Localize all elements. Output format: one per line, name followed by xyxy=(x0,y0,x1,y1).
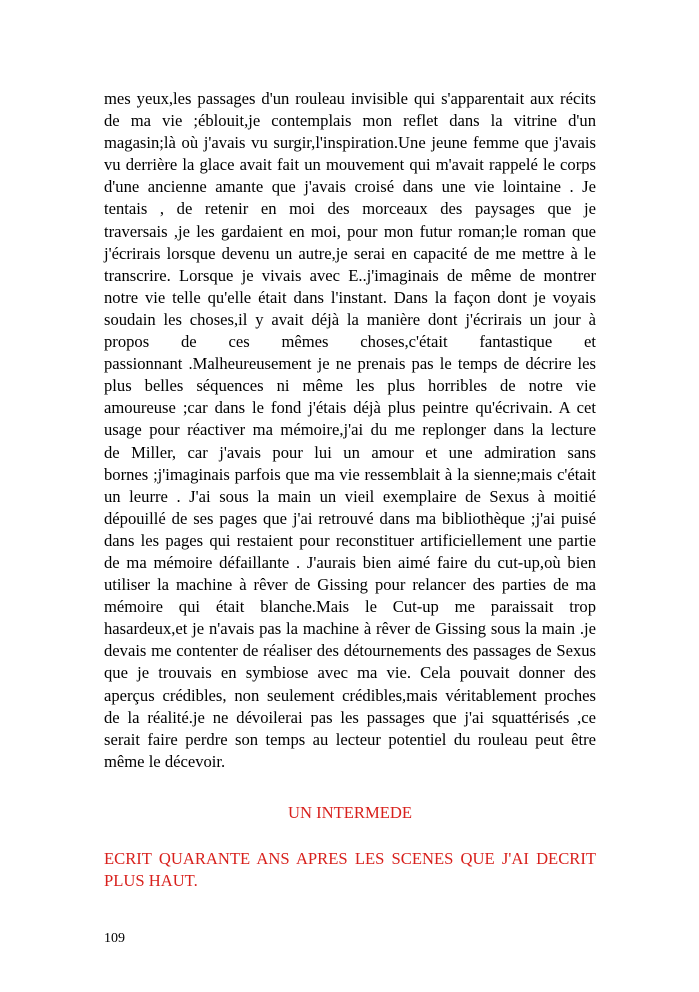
paragraph-line: d'une ancienne amante que j'avais croisé dans une vie lointaine . Je xyxy=(104,177,596,197)
paragraph-line: transcrire. Lorsque je vivais avec E..j'imaginais de même de montrer xyxy=(104,265,596,285)
paragraph-line: de ma vie ;éblouit,je contemplais mon reflet dans la vitrine d'un xyxy=(104,111,596,131)
paragraph-line: tentais , de retenir en moi des morceaux des paysages que je xyxy=(104,199,596,219)
body-paragraph xyxy=(104,88,596,773)
section-subtitle xyxy=(104,848,596,892)
paragraph-line: devais me contenter de réaliser des détournements des passages de Sexus xyxy=(104,641,596,661)
paragraph-line: bornes ;j'imaginais parfois que ma vie ressemblait à la sienne;mais c'était xyxy=(104,464,596,484)
subtitle-line: PLUS HAUT. xyxy=(104,871,198,891)
paragraph-line: amoureuse ;car dans le fond j'étais déjà plus peintre qu'écrivain. A cet xyxy=(104,398,596,418)
paragraph-line: dépouillé de ses pages que j'ai retrouvé dans ma bibliothèque ;j'ai puisé xyxy=(104,508,596,528)
paragraph-line: traversais ,je les gardaient en moi, pour mon futur roman;le roman que xyxy=(104,221,596,241)
page-number: 109 xyxy=(104,931,125,946)
paragraph-line: serait faire perdre son temps au lecteur potentiel du rouleau peut être xyxy=(104,729,596,749)
section-title: UN INTERMEDE xyxy=(288,803,412,822)
paragraph-line: j'écrirais lorsque devenu un autre,je serai en capacité de me mettre à le xyxy=(104,243,596,263)
paragraph-line: magasin;là où j'avais vu surgir,l'inspiration.Une jeune femme que j'avais xyxy=(104,133,596,153)
paragraph-line: propos de ces mêmes choses,c'était fantastique et xyxy=(104,332,596,352)
paragraph-line: usage pour réactiver ma mémoire,j'ai du me replonger dans la lecture xyxy=(104,420,596,440)
paragraph-line: plus belles séquences ni même les plus horribles de notre vie xyxy=(104,376,596,396)
paragraph-line: même le décevoir. xyxy=(104,751,226,771)
paragraph-line: de la réalité.je ne dévoilerai pas les passages que j'ai squattérisés ,ce xyxy=(104,707,596,727)
subtitle-line: ECRIT QUARANTE ANS APRES LES SCENES QUE J'AI DECRIT xyxy=(104,849,596,868)
paragraph-line: dans les pages qui restaient pour reconstituer artificiellement une partie xyxy=(104,530,596,550)
paragraph-line: passionnant .Malheureusement je ne prenais pas le temps de décrire les xyxy=(104,354,596,374)
paragraph-line: de ma mémoire défaillante . J'aurais bien aimé faire du cut-up,où bien xyxy=(104,552,596,572)
paragraph-line: notre vie telle qu'elle était dans l'instant. Dans la façon dont je voyais xyxy=(104,287,596,307)
paragraph-line: hasardeux,et je n'avais pas la machine à rêver de Gissing sous la main .je xyxy=(104,619,596,639)
paragraph-line: un leurre . J'ai sous la main un vieil exemplaire de Sexus à moitié xyxy=(104,486,596,506)
paragraph-line: aperçus crédibles, non seulement crédibles,mais véritablement proches xyxy=(104,685,596,705)
paragraph-line: que je trouvais en symbiose avec ma vie. Cela pouvait donner des xyxy=(104,663,596,683)
paragraph-line: vu derrière la glace avait fait un mouvement qui m'avait rappelé le corps xyxy=(104,155,596,175)
paragraph-line: utiliser la machine à rêver de Gissing pour relancer des parties de ma xyxy=(104,575,596,595)
paragraph-line: de Miller, car j'avais pour lui un amour et une admiration sans xyxy=(104,442,596,462)
paragraph-line: soudain les choses,il y avait déjà la manière dont j'écrirais un jour à xyxy=(104,309,596,329)
paragraph-line: mes yeux,les passages d'un rouleau invisible qui s'apparentait aux récits xyxy=(104,89,596,108)
paragraph-line: mémoire qui était blanche.Mais le Cut-up me paraissait trop xyxy=(104,597,596,617)
